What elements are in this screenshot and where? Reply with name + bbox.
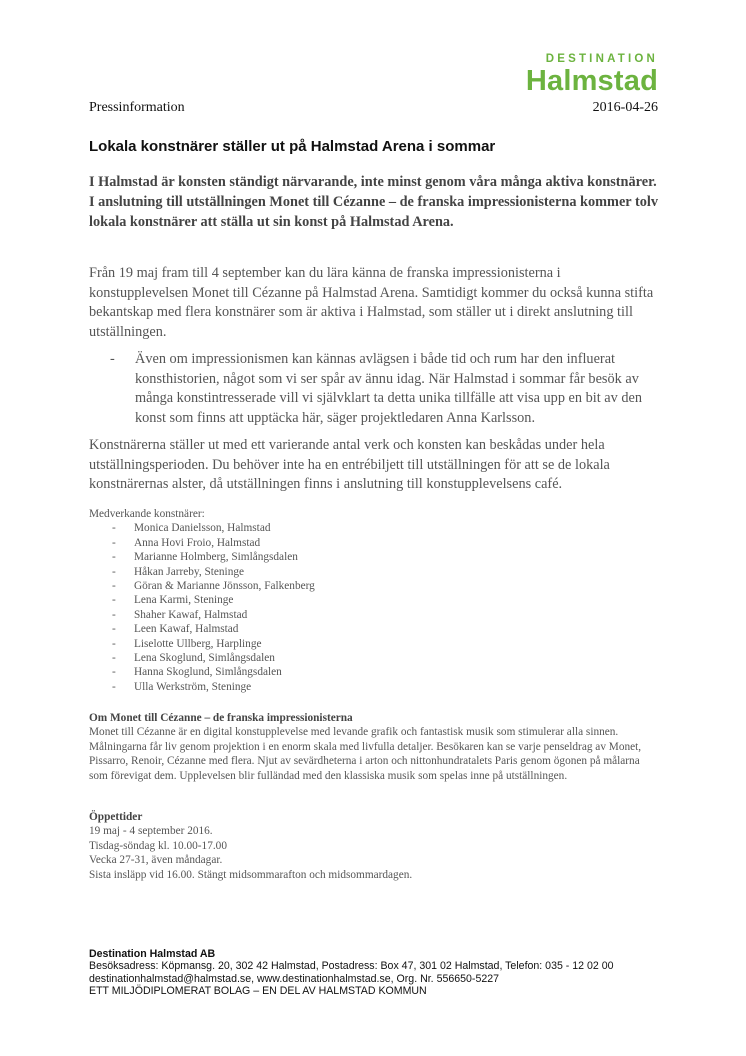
list-dash: - bbox=[112, 608, 116, 621]
opening-hours-line: Vecka 27-31, även måndagar. bbox=[89, 854, 223, 867]
list-dash: - bbox=[112, 652, 116, 665]
list-dash: - bbox=[112, 522, 116, 535]
body-paragraph-1: Från 19 maj fram till 4 september kan du lära känna de franska impressionisterna i konstupplevelsen Monet till Cézanne på Halmstad Arena. Samtidigt kommer du också kunna stifta bekantskap med flera konstnärer som är aktiva i Halmstad, som ställer ut i direkt anslutning till utställningen. bbox=[89, 265, 654, 340]
list-dash: - bbox=[112, 680, 116, 693]
artist-name: Liselotte Ullberg, Harplinge bbox=[134, 637, 262, 650]
list-item bbox=[89, 608, 315, 622]
list-item bbox=[89, 536, 315, 550]
list-item bbox=[89, 651, 315, 665]
page-footer bbox=[89, 948, 614, 998]
artist-name: Ulla Werkström, Steninge bbox=[134, 680, 252, 693]
footer-tagline: ETT MILJÖDIPLOMERAT BOLAG – EN DEL AV HALMSTAD KOMMUN bbox=[89, 985, 427, 998]
artist-name: Anna Hovi Froio, Halmstad bbox=[134, 536, 261, 549]
press-label: Pressinformation bbox=[89, 100, 185, 115]
logo-main-text: Halmstad bbox=[525, 65, 658, 97]
list-item bbox=[89, 521, 315, 535]
artist-name: Håkan Jarreby, Steninge bbox=[134, 565, 245, 578]
list-item bbox=[89, 665, 315, 679]
artists-list bbox=[89, 521, 315, 694]
list-dash: - bbox=[112, 551, 116, 564]
list-item bbox=[89, 622, 315, 636]
list-dash: - bbox=[112, 637, 116, 650]
opening-hours-line: Tisdag-söndag kl. 10.00-17.00 bbox=[89, 839, 227, 852]
list-item bbox=[89, 550, 315, 564]
list-item bbox=[89, 579, 315, 593]
destination-halmstad-logo bbox=[526, 52, 658, 96]
artist-name: Lena Karmi, Steninge bbox=[134, 594, 234, 607]
opening-hours-heading: Öppettider bbox=[89, 811, 143, 823]
quote-dash: - bbox=[110, 351, 115, 367]
artist-name: Leen Kawaf, Halmstad bbox=[134, 623, 239, 636]
artist-name: Marianne Holmberg, Simlångsdalen bbox=[134, 551, 298, 564]
document-date: 2016-04-26 bbox=[592, 100, 658, 115]
footer-address: Besöksadress: Köpmansg. 20, 302 42 Halmstad, Postadress: Box 47, 301 02 Halmstad, Telefon: 035 - 12 02 00 bbox=[89, 960, 614, 973]
footer-company: Destination Halmstad AB bbox=[89, 948, 216, 960]
list-dash: - bbox=[112, 580, 116, 593]
about-text: Monet till Cézanne är en digital konstupplevelse med levande grafik och fantastisk musik som stimulerar alla sinnen. Målningarna får liv genom projektion i en enorm skala med livfulla detaljer. Besökaren kan se varje penseldrag av Monet, Pissarro, Renoir, Cézanne med flera. Njut av sevärdheterna i arton och nittonhundratalets Paris genom ögonen på målarna som förevigat dem. Upplevelsen blir fulländad med den klassiska musik som spelas inne på utställningen. bbox=[89, 726, 642, 782]
artist-name: Lena Skoglund, Simlångsdalen bbox=[134, 652, 275, 665]
artists-heading: Medverkande konstnärer: bbox=[89, 508, 205, 520]
artists-section bbox=[89, 507, 315, 694]
lead-paragraph: I Halmstad är konsten ständigt närvarande, inte minst genom våra många aktiva konstnärer. I anslutning till utställningen Monet till Cézanne – de franska impressionisterna kommer tolv lokala konstnärer att ställa ut sin konst på Halmstad Arena. bbox=[89, 174, 658, 230]
opening-hours-line: 19 maj - 4 september 2016. bbox=[89, 825, 213, 838]
list-dash: - bbox=[112, 666, 116, 679]
list-item bbox=[89, 593, 315, 607]
document-header bbox=[89, 100, 658, 116]
list-item bbox=[89, 680, 315, 694]
page-title: Lokala konstnärer ställer ut på Halmstad Arena i sommar bbox=[89, 138, 496, 155]
list-item bbox=[89, 637, 315, 651]
artist-name: Hanna Skoglund, Simlångsdalen bbox=[134, 666, 282, 679]
about-heading: Om Monet till Cézanne – de franska impressionisterna bbox=[89, 712, 353, 724]
list-dash: - bbox=[112, 594, 116, 607]
list-item bbox=[89, 565, 315, 579]
opening-hours-section bbox=[89, 810, 661, 882]
footer-contact: destinationhalmstad@halmstad.se, www.destinationhalmstad.se, Org. Nr. 556650-5227 bbox=[89, 972, 500, 985]
opening-hours-line: Sista insläpp vid 16.00. Stängt midsommarafton och midsommardagen. bbox=[89, 868, 413, 881]
quote-block bbox=[110, 350, 660, 428]
artist-name: Monica Danielsson, Halmstad bbox=[134, 522, 271, 535]
artist-name: Göran & Marianne Jönsson, Falkenberg bbox=[134, 580, 315, 593]
list-dash: - bbox=[112, 565, 116, 578]
quote-text: Även om impressionismen kan kännas avlägsen i både tid och rum har den influerat konsthistorien, något som vi ser spår av ännu idag. När Halmstad i sommar får besök av många konstintresserade vill vi självklart ta detta unika tillfälle att visa upp en bit av den konst som finns att upptäcka här, säger projektledaren Anna Karlsson. bbox=[135, 351, 643, 426]
list-dash: - bbox=[112, 536, 116, 549]
list-dash: - bbox=[112, 623, 116, 636]
logo-top-text: DESTINATION bbox=[545, 53, 658, 65]
body-paragraph-3: Konstnärerna ställer ut med ett varierande antal verk och konsten kan beskådas under hela utställningsperioden. Du behöver inte ha en entrébiljett till utställningen för att se de lokala konstnärernas alster, då utställningen finns i anslutning till konstupplevelsens café. bbox=[89, 437, 610, 492]
about-section bbox=[89, 711, 661, 783]
artist-name: Shaher Kawaf, Halmstad bbox=[134, 608, 248, 621]
